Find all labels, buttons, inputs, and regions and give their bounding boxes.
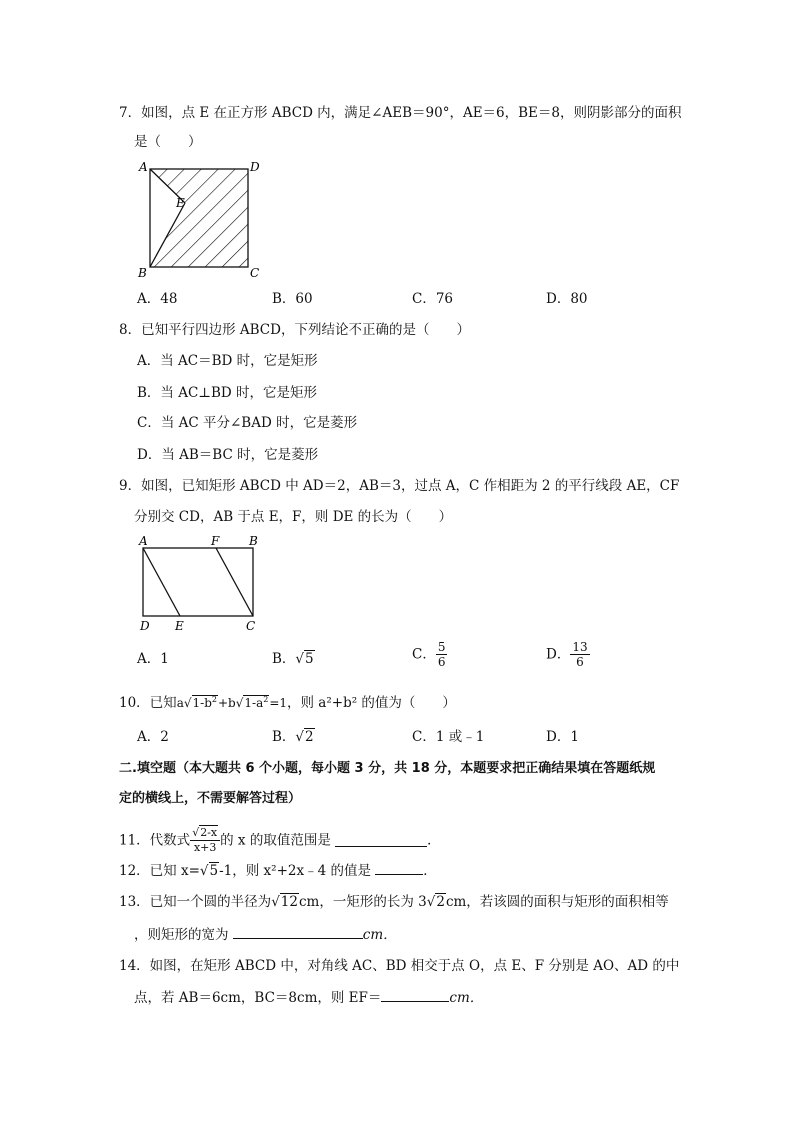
q10-option-b: B．√2: [272, 729, 314, 745]
q11-fraction: $\frac{√2-x}{x+3}$: [190, 826, 220, 855]
q10-stem: 10．已知$a√1-b^2+b√1-a^2=1$，则 a²+b² 的值为（ ）: [119, 691, 456, 712]
q10-sqrt-2: $√1-a^2$: [235, 695, 269, 710]
q11-stem: 11．代数式 $\frac{√2-x}{x+3}$ 的 x 的取值范围是 ．: [119, 826, 441, 854]
q7-stem-line1: 7．如图，点 E 在正方形 ABCD 内，满足∠AEB＝90°，AE＝6，BE＝8，则阴影部分的面积: [119, 105, 682, 121]
q7-option-a: A．48: [137, 291, 178, 307]
q7-option-c: C．76: [412, 291, 454, 307]
q8-option-a: A．当 AC＝BD 时，它是矩形: [137, 353, 318, 369]
q9-rectangle: [143, 548, 253, 616]
q9-option-b: B．√5: [272, 651, 314, 667]
q13-stem-line1: 13．已知一个圆的半径为√12cm，一矩形的长为 3√2cm，若该圆的面积与矩形的面积相等: [119, 894, 669, 910]
q12-sqrt: √5: [199, 863, 219, 879]
q10-option-d: D．1: [546, 729, 579, 745]
q8-option-d: D．当 AB＝BC 时，它是菱形: [137, 447, 319, 463]
section-2-heading-line1: 二.填空题（本大题共 6 个小题，每小题 3 分，共 18 分，本题要求把正确结果填在答题纸规: [119, 761, 656, 776]
q10-option-c: C．1 或﹣1: [412, 729, 485, 745]
q7-figure: [130, 155, 265, 285]
q14-stem-line2: 点，若 AB＝6cm，BC＝8cm，则 EF＝ cm．: [134, 990, 484, 1006]
section-2-heading-line2: 定的横线上，不需要解答过程）: [119, 791, 302, 806]
q7-label-c: C: [250, 266, 260, 280]
q8-option-b: B．当 AC⊥BD 时，它是矩形: [137, 385, 318, 401]
q12-stem: 12．已知 x=√5-1，则 x²+2x﹣4 的值是 ．: [119, 863, 437, 879]
q9-label-a: A: [139, 534, 148, 548]
q13-stem-line2: ，则矩形的宽为 cm．: [134, 927, 397, 943]
q10-option-a: A．2: [137, 729, 169, 745]
q10-sqrt-1: $√1-b^2$: [183, 695, 217, 710]
q12-answer-blank[interactable]: [375, 862, 423, 875]
q9-option-a: A．1: [137, 651, 169, 667]
q9-option-c-fraction: $\frac{5}{6}$: [437, 640, 446, 669]
q8-option-c: C．当 AC 平分∠BAD 时，它是菱形: [137, 415, 358, 431]
q9-option-c: C． $\frac{5}{6}$: [412, 640, 446, 669]
q13-sqrt-1: √12: [271, 894, 298, 910]
q9-label-e: E: [175, 619, 184, 633]
q9-stem-line1: 9．如图，已知矩形 ABCD 中 AD＝2，AB＝3，过点 A，C 作相距为 2 的平行线段 AE，CF: [119, 478, 680, 494]
q10-option-b-sqrt: √2: [295, 729, 314, 745]
q9-option-b-sqrt: √5: [295, 651, 314, 667]
q9-figure: [132, 533, 267, 635]
q7-label-e: E: [176, 196, 185, 210]
q9-segment-ae: [143, 548, 180, 616]
q8-stem: 8．已知平行四边形 ABCD，下列结论不正确的是（ ）: [119, 322, 470, 338]
q7-stem-line2: 是（ ）: [134, 134, 202, 150]
q9-option-d-fraction: $\frac{13}{6}$: [572, 640, 588, 669]
q11-answer-blank[interactable]: [335, 834, 427, 847]
q13-sqrt-2: √2: [426, 894, 445, 910]
q9-stem-line2: 分别交 CD，AB 于点 E，F，则 DE 的长为（ ）: [134, 509, 453, 525]
q13-answer-blank[interactable]: [233, 926, 363, 939]
q9-label-d: D: [140, 619, 150, 633]
q9-segment-cf: [216, 548, 253, 616]
q14-answer-blank[interactable]: [381, 989, 449, 1002]
q9-label-c: C: [246, 619, 256, 633]
q7-option-b: B．60: [272, 291, 313, 307]
q7-label-a: A: [139, 160, 148, 174]
q7-label-b: B: [138, 266, 147, 280]
q9-option-d: D． $\frac{13}{6}$: [546, 640, 588, 669]
q7-label-d: D: [250, 160, 260, 174]
q9-label-b: B: [249, 534, 258, 548]
q7-option-d: D．80: [546, 291, 588, 307]
q9-label-f: F: [211, 534, 220, 548]
q14-stem-line1: 14．如图，在矩形 ABCD 中，对角线 AC、BD 相交于点 O，点 E、F 分别是 AO、AD 的中: [119, 958, 680, 974]
